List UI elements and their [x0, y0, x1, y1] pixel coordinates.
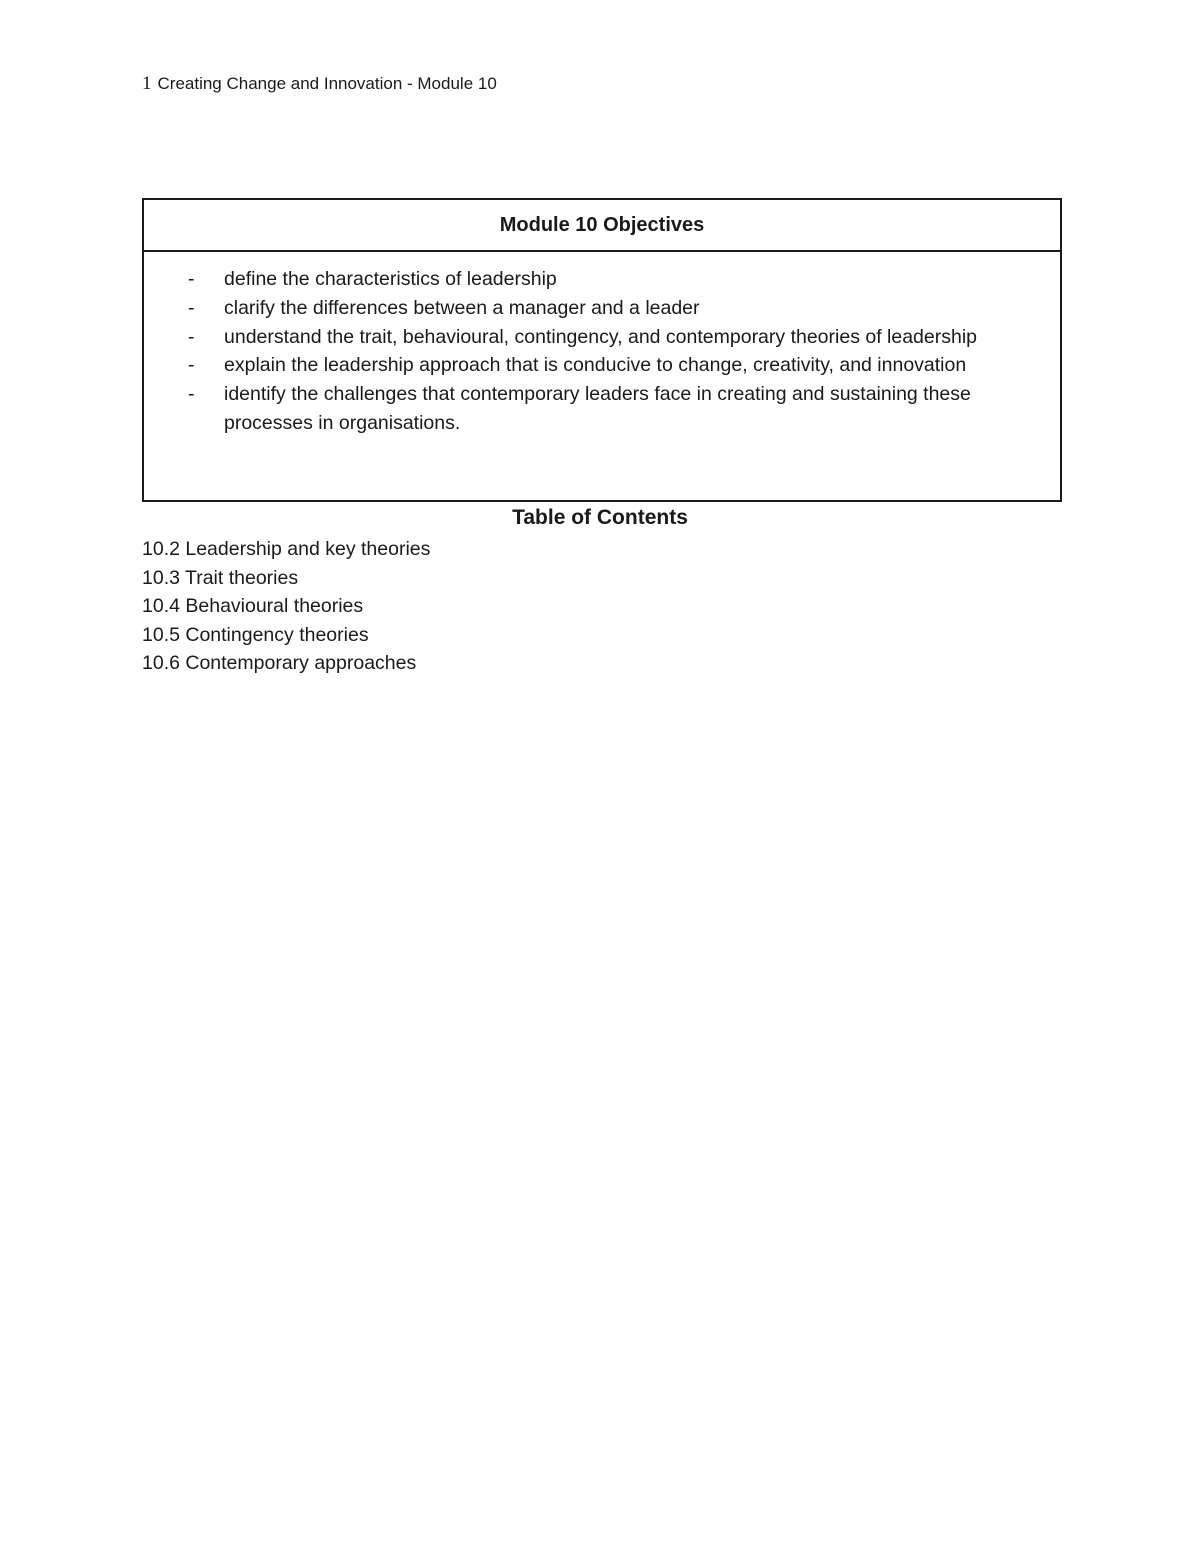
objectives-title: Module 10 Objectives — [144, 200, 1060, 252]
page-header — [142, 72, 497, 96]
toc-item: 10.2 Leadership and key theories — [142, 538, 431, 560]
toc-item: 10.6 Contemporary approaches — [142, 652, 417, 675]
bullet-dash: - — [188, 383, 195, 406]
objectives-list — [144, 252, 1060, 438]
toc-item: 10.4 Behavioural theories — [142, 595, 364, 618]
objective-item — [144, 265, 1020, 294]
objective-text: understand the trait, behavioural, contingency, and contemporary theories of leadership — [224, 325, 978, 348]
objective-text: define the characteristics of leadership — [224, 268, 557, 290]
objective-item — [144, 323, 1020, 352]
bullet-dash: - — [188, 354, 195, 377]
bullet-dash: - — [188, 268, 195, 290]
header-title: Creating Change and Innovation - Module 10 — [157, 74, 497, 93]
objective-item — [144, 351, 1020, 380]
toc-title: Table of Contents — [512, 506, 688, 529]
toc-list — [142, 535, 430, 678]
objective-item — [144, 294, 1020, 323]
objective-item — [144, 380, 1020, 438]
bullet-dash: - — [188, 325, 195, 348]
toc-item: 10.5 Contingency theories — [142, 623, 369, 646]
objectives-box — [142, 198, 1062, 502]
objective-text: clarify the differences between a manager and a leader — [224, 296, 700, 319]
objective-text: explain the leadership approach that is conducive to change, creativity, and innovation — [224, 354, 967, 377]
page-number: 1 — [142, 73, 152, 94]
bullet-dash: - — [188, 296, 195, 319]
objective-text: identify the challenges that contemporary leaders face in creating and sustaining these processes in organisations. — [224, 383, 971, 434]
toc-item: 10.3 Trait theories — [142, 566, 299, 589]
